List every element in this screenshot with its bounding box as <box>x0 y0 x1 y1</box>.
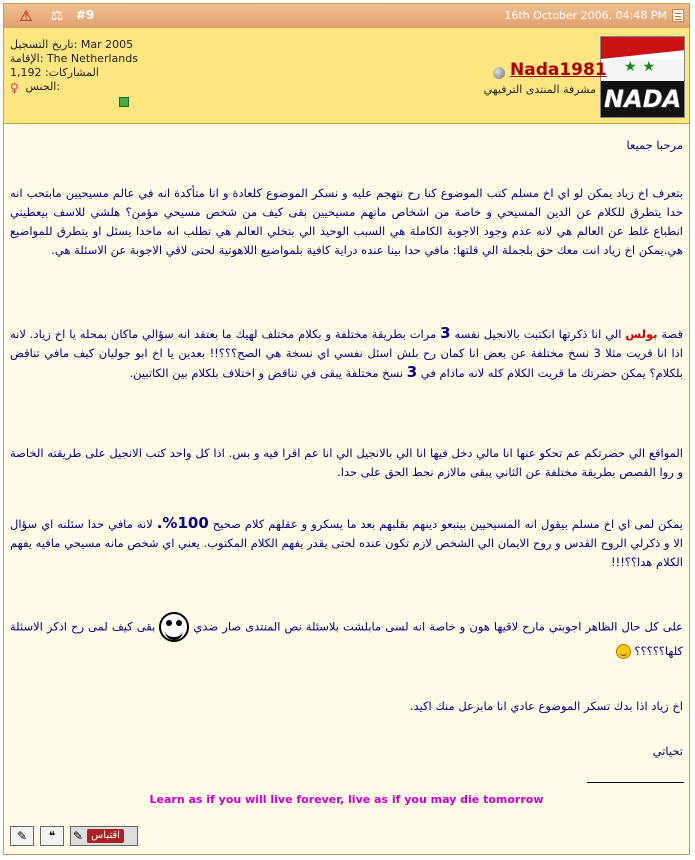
grin-smiley-icon <box>159 612 189 642</box>
post-header <box>4 4 689 29</box>
p4-text-b: لانه مافي حدا سئلنه اي سؤال الا و ذكرلي الروح القدس و روح الايمان الي الشخص لازم تكون عنده لحتى يقدر يفهم الكلام المكتوب. يعني اي شخص مانه مسيحي مافيه يفهم الكلام هدا؟؟!!! <box>10 517 683 569</box>
avatar-text: NADA <box>603 85 682 113</box>
paragraph-6: اخ زياد اذا بدك تسكر الموضوع عادي انا مابزعل منك اكيد. <box>409 699 683 713</box>
closing: تحياتي <box>652 744 683 758</box>
p2-name-bolus: بولس <box>625 327 658 341</box>
post-count: المشاركات: 1,192 <box>10 66 99 79</box>
paragraph-1: بتعرف اخ زياد يمكن لو اي اخ مسلم كتب الموضوع كنا رح نتهجم عليه و نسكر الموضوع كلعادة و انا متأكدة انه في عالم مسيحيين مابتحب انه حدا يتطرق للكلام عن الدين المسيحي و خاصة من اشخاص مانهم مسيحيين بقى كيف من شخص مسيحي مؤمن؟ هلشي للاسف بيعطيني انطباع غلط عن العالم هي لانه عدم وجود الاجوبة الكاملة هي السبب الوحيد الي بتخلي العالم هي تطلب انه ماحدا يسئل او يتطرق للمواضيع هي.يمكن اخ زياد انت معك حق بلجملة الي قلتها: مافي حدا بينا عنده دراية كافية بلمواضيع اللاهوتية لحتى لاقي الاجوبة عن الاسئلة هي. <box>10 186 683 257</box>
signature-text: Learn as if you will live forever, live as if you may die tomorrow <box>149 793 544 806</box>
p4-text-a: يمكن لمى اي اخ مسلم بيقول انه المسيحيين بيتبعو دينهم بقلبهم بعد ما يسكرو و عقلهم كلام صحيح <box>212 517 684 531</box>
post-body <box>4 124 689 824</box>
online-status-icon <box>493 67 505 79</box>
p5-text-a: على كل حال الظاهر اجوبتي مارح لاقيها هون و خاصة انه لسى مابلشت بلاسئلة نص المنتدى صار ضدي <box>193 619 684 634</box>
status-indicator-icon <box>119 97 129 107</box>
multiquote-icon: ❝ <box>48 829 56 843</box>
p4-percent: 100%. <box>156 514 209 532</box>
female-icon: ♀ <box>10 81 19 95</box>
scale-icon[interactable]: ⚖ <box>50 8 64 24</box>
user-title: مشرفة المنتدى الترفيهي <box>483 83 596 96</box>
paragraph-5 <box>10 612 683 661</box>
edit-button[interactable] <box>10 826 34 846</box>
p2-number: 3 <box>440 324 451 342</box>
paragraph-3: المواقع الي حضرتكم عم تحكو عنها انا مالي دخل فيها انا الي بالانجيل الي انا عم اقرا فيه و بس. اذا كل واحد كتب الانجيل على طريقته الخاصة و روا القصص بطريقة مختلفة عن الثاني يبقى مالازم نحط الحق على حدا. <box>10 446 683 479</box>
p2-text-c: مرات بطريقة مختلفة و بكلام مختلف لهيك ما بعتقد انه سؤالي ماكان بمحله يا اخ زياد. لانه اذا انا قريت مثلا 3 نسخ مختلفة عن بعض انا كمان رح بلش اسئل نفسي اي نسخة هي الصح؟؟؟!! بعدين يا اخ ابو جوليان كيف مافي تناقض بلكلام؟ يمكن حضرتك ما قريت الكلام كله لانه مادام في <box>10 327 683 380</box>
flag-stars-icon: ★★ <box>623 59 662 75</box>
edit-icon: ✎ <box>16 829 28 843</box>
p2-text-b: الي انا ذكرتها انكتبت بالانجيل نفسه <box>454 327 622 341</box>
post-container <box>3 3 690 855</box>
page-icon <box>672 9 684 22</box>
post-date: 16th October 2006, 04:48 PM <box>504 9 667 22</box>
p5-text-b: بقى كيف لمى رح اذكر الاسئلة كلها؟؟؟؟؟ <box>10 619 683 658</box>
post-number[interactable]: #9 <box>76 8 95 22</box>
quote-label: اقتباس <box>87 829 124 843</box>
username-link[interactable]: Nada1981 <box>510 60 607 80</box>
location: الإقامة: The Netherlands <box>10 52 138 65</box>
warning-icon[interactable]: ⚠ <box>19 7 33 25</box>
paragraph-2 <box>10 324 683 383</box>
join-date: تاريخ التسجيل: Mar 2005 <box>10 38 134 51</box>
p2-text-a: قصة <box>661 327 684 341</box>
avatar <box>600 36 685 118</box>
flag-red-stripe <box>601 36 684 59</box>
p2-text-d: نسخ مختلفة يبقى في تناقض و اختلاف بلكلام بين الكاتبين. <box>129 366 404 380</box>
signature-divider <box>587 782 684 783</box>
user-info-bar <box>4 28 689 124</box>
gender-label: الجنس: <box>25 80 61 93</box>
p2-number-2: 3 <box>406 363 418 381</box>
smile-smiley-icon <box>616 644 631 659</box>
quote-button[interactable] <box>70 826 138 846</box>
paragraph-4 <box>10 514 683 572</box>
greeting: مرحبا جميعا <box>626 138 683 152</box>
quote-icon: ✎ <box>73 829 84 843</box>
multiquote-button[interactable] <box>40 826 64 846</box>
user-stats <box>10 38 138 94</box>
post-footer <box>4 821 689 855</box>
